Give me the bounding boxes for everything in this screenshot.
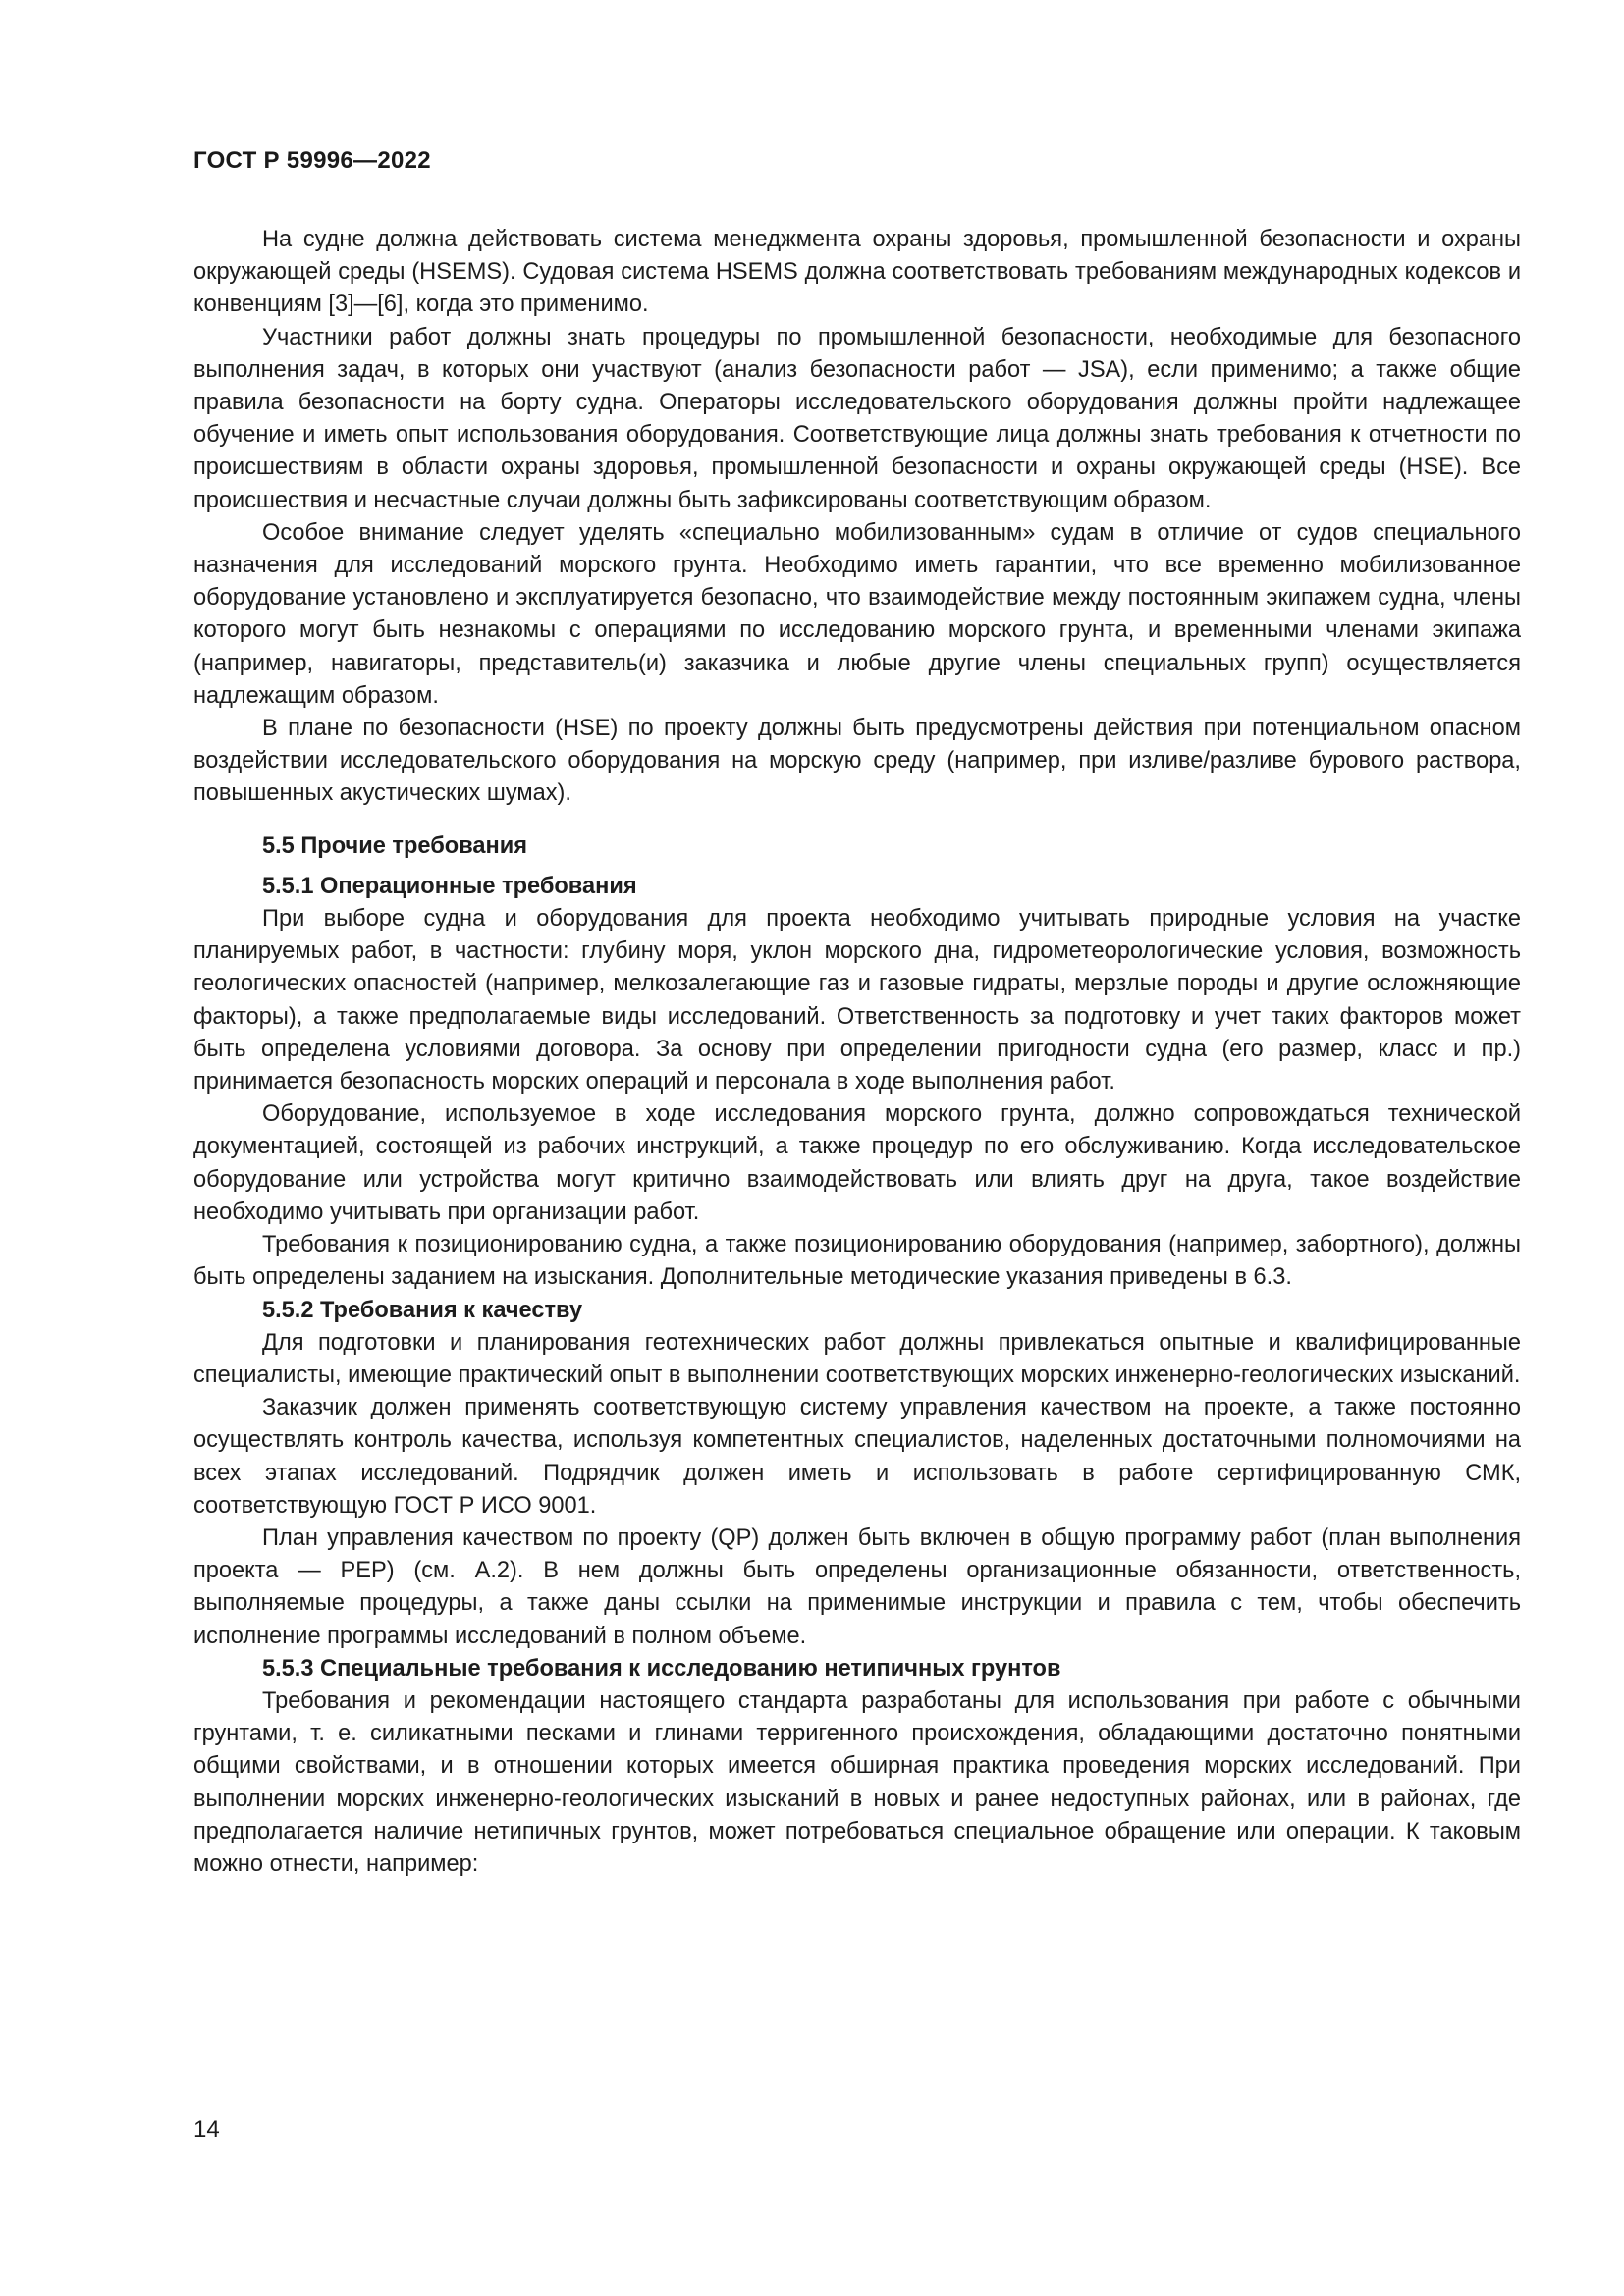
paragraph: Особое внимание следует уделять «специально мобилизованным» судам в отличие от судов специального назначения для исследований морского грунта. Необходимо иметь гарантии, что все временно мобилизованное оборудование установлено и эксплуатируется безопасно, что взаимодействие между постоянным экипажем судна, члены которого могут быть незнакомы с операциями по исследованию морского грунта, и временными членами экипажа (например, навигаторы, представитель(и) заказчика и любые другие члены специальных групп) осуществляется надлежащим образом.	[193, 519, 1521, 709]
paragraph: План управления качеством по проекту (QP) должен быть включен в общую программу работ (план выполнения проекта — PEP) (см. А.2). В нем должны быть определены организационные обязанности, ответственность, выполняемые процедуры, а также даны ссылки на применимые инструкции и правила с тем, чтобы обеспечить исполнение программы исследований в полном объеме.	[193, 1524, 1521, 1649]
section-heading-5-5-2: 5.5.2 Требования к качеству	[262, 1297, 583, 1323]
document-body	[193, 224, 1521, 1881]
page-number: 14	[193, 2116, 220, 2143]
paragraph: Оборудование, используемое в ходе исследования морского грунта, должно сопровождаться технической документацией, состоящей из рабочих инструкций, а также процедур по его обслуживанию. Когда исследовательское оборудование или устройства могут критично взаимодействовать или влиять друг на друга, такое воздействие необходимо учитывать при организации работ.	[193, 1101, 1521, 1225]
paragraph: Требования и рекомендации настоящего стандарта разработаны для использования при работе с обычными грунтами, т. е. силикатными песками и глинами терригенного происхождения, обладающими достаточно понятными общими свойствами, и в отношении которых имеется обширная практика проведения морских исследований. При выполнении морских инженерно-геологических изысканий в новых и ранее недоступных районах, или в районах, где предполагается наличие нетипичных грунтов, может потребоваться специальное обращение или операции. К таковым можно отнести, например:	[193, 1687, 1521, 1877]
section-heading-5-5-3: 5.5.3 Специальные требования к исследованию нетипичных грунтов	[262, 1655, 1061, 1682]
section-heading-5-5: 5.5 Прочие требования	[262, 832, 528, 859]
paragraph: Участники работ должны знать процедуры по промышленной безопасности, необходимые для безопасного выполнения задач, в которых они участвуют (анализ безопасности работ — JSA), если применимо; а также общие правила безопасности на борту судна. Операторы исследовательского оборудования должны пройти надлежащее обучение и иметь опыт использования оборудования. Соответствующие лица должны знать требования к отчетности по происшествиям в области охраны здоровья, промышленной безопасности и охраны окружающей среды (HSE). Все происшествия и несчастные случаи должны быть зафиксированы соответствующим образом.	[193, 324, 1521, 513]
paragraph: Требования к позиционированию судна, а также позиционированию оборудования (например, забортного), должны быть определены заданием на изыскания. Дополнительные методические указания приведены в 6.3.	[193, 1232, 1521, 1291]
paragraph: В плане по безопасности (HSE) по проекту должны быть предусмотрены действия при потенциальном опасном воздействии исследовательского оборудования на морскую среду (например, при изливе/разливе бурового раствора, повышенных акустических шумах).	[193, 716, 1521, 807]
paragraph: При выборе судна и оборудования для проекта необходимо учитывать природные условия на участке планируемых работ, в частности: глубину моря, уклон морского дна, гидрометеорологические условия, возможность геологических опасностей (например, мелкозалегающие газ и газовые гидраты, мерзлые породы и другие осложняющие факторы), а также предполагаемые виды исследований. Ответственность за подготовку и учет таких факторов может быть определена условиями договора. За основу при определении пригодности судна (его размер, класс и пр.) принимается безопасность морских операций и персонала в ходе выполнения работ.	[193, 906, 1521, 1095]
paragraph: Для подготовки и планирования геотехнических работ должны привлекаться опытные и квалифицированные специалисты, имеющие практический опыт в выполнении соответствующих морских инженерно-геологических изысканий.	[193, 1329, 1521, 1388]
document-header-id: ГОСТ Р 59996—2022	[193, 147, 431, 174]
section-heading-5-5-1: 5.5.1 Операционные требования	[262, 873, 637, 899]
paragraph: Заказчик должен применять соответствующую систему управления качеством на проекте, а также постоянно осуществлять контроль качества, используя компетентных специалистов, наделенных достаточными полномочиями на всех этапах исследований. Подрядчик должен иметь и использовать в работе сертифицированную СМК, соответствующую ГОСТ Р ИСО 9001.	[193, 1395, 1521, 1519]
paragraph: На судне должна действовать система менеджмента охраны здоровья, промышленной безопасности и охраны окружающей среды (HSEMS). Судовая система HSEMS должна соответствовать требованиям международных кодексов и конвенциям [3]—[6], когда это применимо.	[193, 227, 1521, 318]
